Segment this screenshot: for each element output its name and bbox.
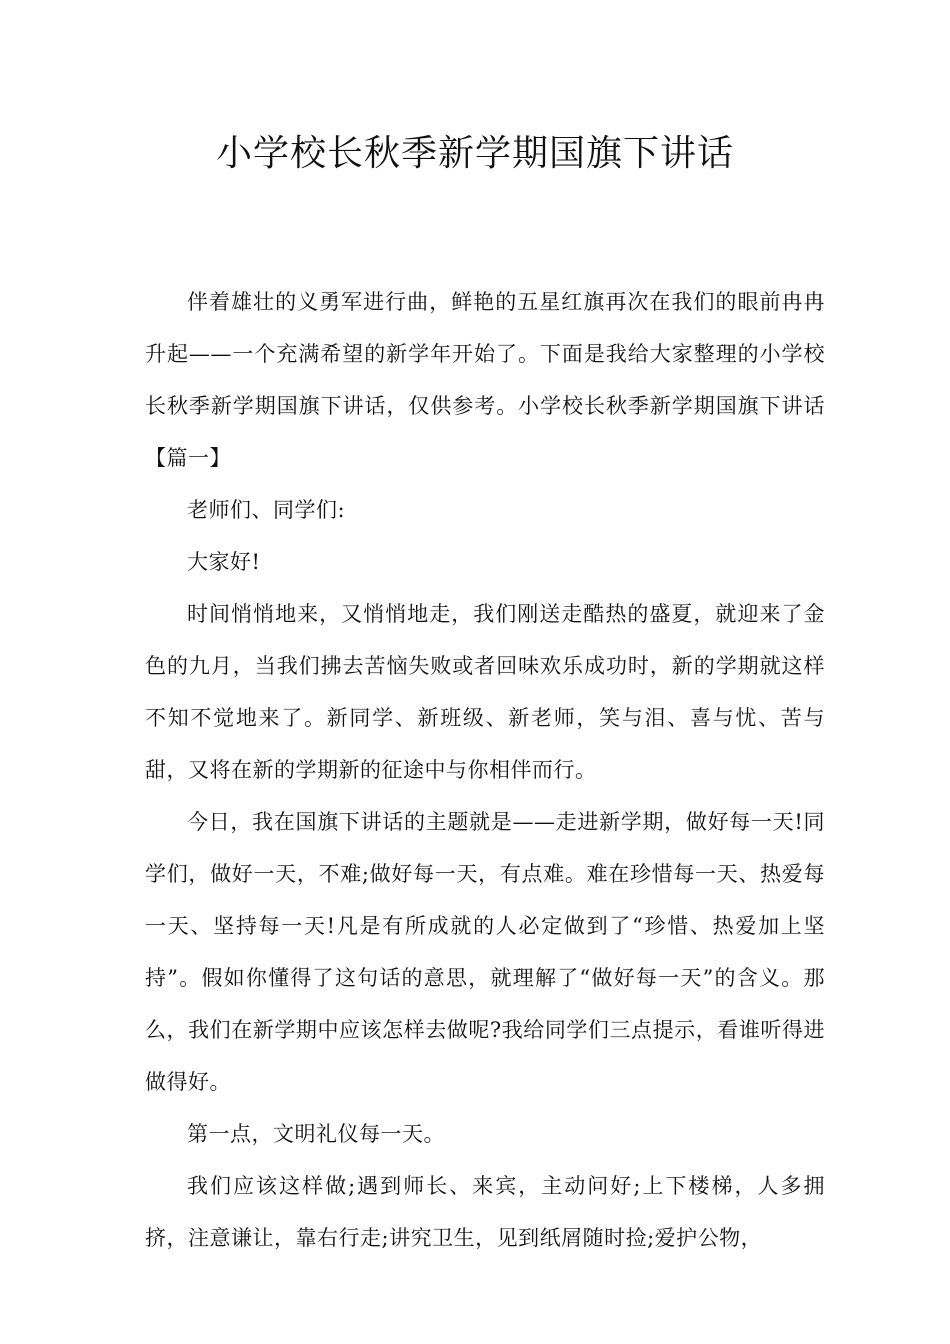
paragraph-new-semester: 时间悄悄地来，又悄悄地走，我们刚送走酷热的盛夏，就迎来了金色的九月，当我们拂去苦恼失败或者回味欢乐成功时，新的学期就这样不知不觉地来了。新同学、新班级、新老师，笑与泪、喜与忧、苦与甜，又将在新的学期新的征途中与你相伴而行。	[145, 602, 825, 782]
paragraph-point-one-detail: 我们应该这样做;遇到师长、来宾，主动问好;上下楼梯，人多拥挤，注意谦让，靠右行走;讲究卫生，见到纸屑随时捡;爱护公物，	[145, 1174, 825, 1250]
paragraph-theme: 今日，我在国旗下讲话的主题就是——走进新学期，做好每一天!同学们，做好一天，不难;做好每一天，有点难。难在珍惜每一天、热爱每一天、坚持每一天!凡是有所成就的人必定做到了“珍惜、热爱加上坚持”。假如你懂得了这句话的意思，就理解了“做好每一天”的含义。那么，我们在新学期中应该怎样去做呢?我给同学们三点提示，看谁听得进做得好。	[145, 810, 825, 1094]
paragraph-point-one: 第一点，文明礼仪每一天。	[187, 1122, 445, 1146]
paragraph-intro: 伴着雄壮的义勇军进行曲，鲜艳的五星红旗再次在我们的眼前冉冉升起——一个充满希望的新学年开始了。下面是我给大家整理的小学校长秋季新学期国旗下讲话，仅供参考。小学校长秋季新学期国旗下讲话【篇一】	[145, 290, 825, 470]
document-body	[145, 276, 825, 1264]
paragraph-greeting: 大家好!	[187, 550, 261, 574]
document-title: 小学校长秋季新学期国旗下讲话	[215, 133, 734, 174]
paragraph-greeting-audience: 老师们、同学们:	[187, 498, 346, 522]
